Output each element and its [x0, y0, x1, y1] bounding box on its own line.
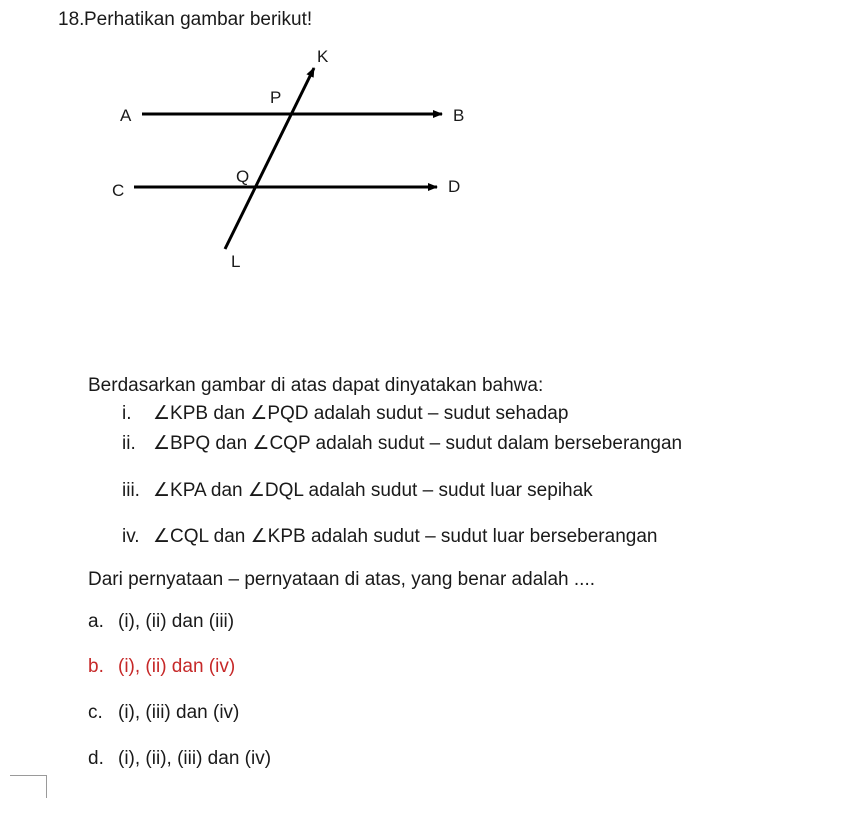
- statement-text: ∠CQL dan ∠KPB adalah sudut – sudut luar berseberangan: [153, 526, 658, 547]
- statement-iii: [122, 479, 593, 502]
- option-d[interactable]: [88, 748, 271, 770]
- statement-roman: iii.: [122, 480, 140, 501]
- label-l: L: [231, 252, 241, 271]
- option-text: (i), (ii) dan (iii): [118, 611, 235, 632]
- statement-text: ∠KPA dan ∠DQL adalah sudut – sudut luar sepihak: [153, 480, 593, 501]
- statement-text: ∠KPB dan ∠PQD adalah sudut – sudut sehadap: [153, 403, 569, 424]
- question-ask: Dari pernyataan – pernyataan di atas, yang benar adalah ....: [88, 569, 596, 590]
- option-text: (i), (ii) dan (iv): [118, 656, 236, 677]
- statement-i: [122, 402, 568, 425]
- parallel-lines-figure: [0, 0, 844, 300]
- intro-text: Berdasarkan gambar di atas dapat dinyatakan bahwa:: [88, 375, 544, 396]
- label-q: Q: [236, 167, 250, 186]
- option-text: (i), (ii), (iii) dan (iv): [118, 748, 272, 769]
- statement-roman: iv.: [122, 526, 140, 547]
- label-c: C: [112, 181, 125, 200]
- option-text: (i), (iii) dan (iv): [118, 702, 240, 723]
- question-prompt: Perhatikan gambar berikut!: [84, 9, 313, 30]
- label-d: D: [448, 177, 461, 196]
- option-letter: d.: [88, 748, 104, 769]
- label-p: P: [270, 88, 282, 107]
- label-b: B: [453, 106, 465, 125]
- statement-roman: ii.: [122, 433, 136, 454]
- option-letter: c.: [88, 702, 103, 723]
- statement-text: ∠BPQ dan ∠CQP adalah sudut – sudut dalam berseberangan: [153, 433, 683, 454]
- statement-roman: i.: [122, 403, 132, 424]
- statement-ii: [122, 432, 682, 455]
- option-a[interactable]: [88, 611, 234, 633]
- label-a: A: [120, 106, 132, 125]
- option-c[interactable]: [88, 702, 239, 724]
- label-k: K: [317, 47, 329, 66]
- question-number: 18.: [58, 9, 85, 30]
- page-corner-mark: [10, 775, 47, 798]
- option-letter: a.: [88, 611, 104, 632]
- option-b[interactable]: [88, 656, 235, 678]
- option-letter: b.: [88, 656, 104, 677]
- statement-iv: [122, 525, 657, 548]
